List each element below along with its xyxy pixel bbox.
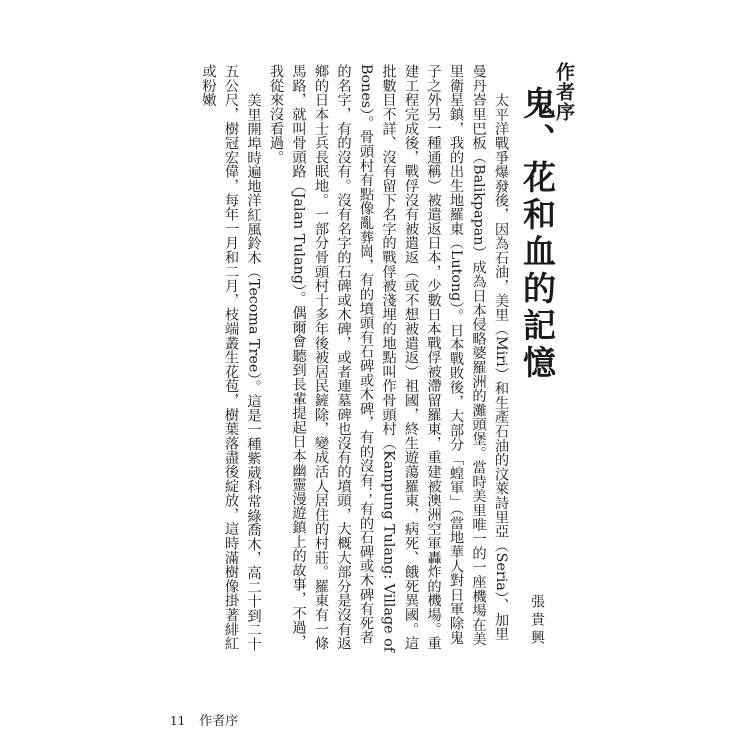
page-footer: [170, 710, 238, 729]
paragraph-2: 美里開埠時遍地洋紅風鈴木（Tecoma Tree）。這是一種紫葳科常綠喬木，高二十到二十五公尺，樹冠宏偉，每年一月和二月，枝端叢生花苞，樹葉落盡後綻放，這時滿樹像掛著緋紅或粉嫩: [200, 64, 262, 651]
page-number: 11: [170, 714, 186, 728]
body-text: [197, 64, 512, 654]
paragraph-1: 太平洋戰爭爆發後，因為石油，美里（Miri）和生產石油的汶萊詩里亞（Seria）、加里曼丹峇里巴板（Balikpapan）成為日本侵略婆羅洲的灘頭堡。當時美里唯一的一座機場在美里衛星鎮，我的出生地羅東（Lutong）。日本戰敗後，大部分「蝗軍」（當地華人對日軍除鬼子之外另一種通稱）被遣返日本，少數日本戰俘被滯留羅東，重建被澳洲空軍轟炸的機場。重建工程完成後，戰俘沒有被遣返（或不想被遣返）祖國，終生遊蕩羅東，病死、餓死異國。這批數目不詳、沒有留下名字的戰俘被淺埋的地點叫作骨頭村（Kampung Tulang: Village of Bones）。骨頭村有點像亂葬崗，有的墳頭有石碑或木碑，有的沒有；有的石碑或木碑有死者的名字，有的沒有。沒有名字的石碑或木碑，或者連墓碑也沒有的墳頭，大概大部分是沒有返鄉的日本士兵長眠地。一部分骨頭村十多年後被居民鏟除，變成活人居住的村莊。羅東有一條馬路，就叫骨頭路（Jalan Tulang）。偶爾會聽到長輩提起日本幽靈漫遊鎮上的故事，不過，我從來沒看過。: [268, 64, 509, 653]
running-title: 作者序: [199, 714, 239, 729]
section-label: 作者序: [553, 62, 575, 122]
chapter-title: 鬼、花和血的記憶: [518, 86, 557, 382]
author-name: 張貴興: [529, 594, 545, 648]
